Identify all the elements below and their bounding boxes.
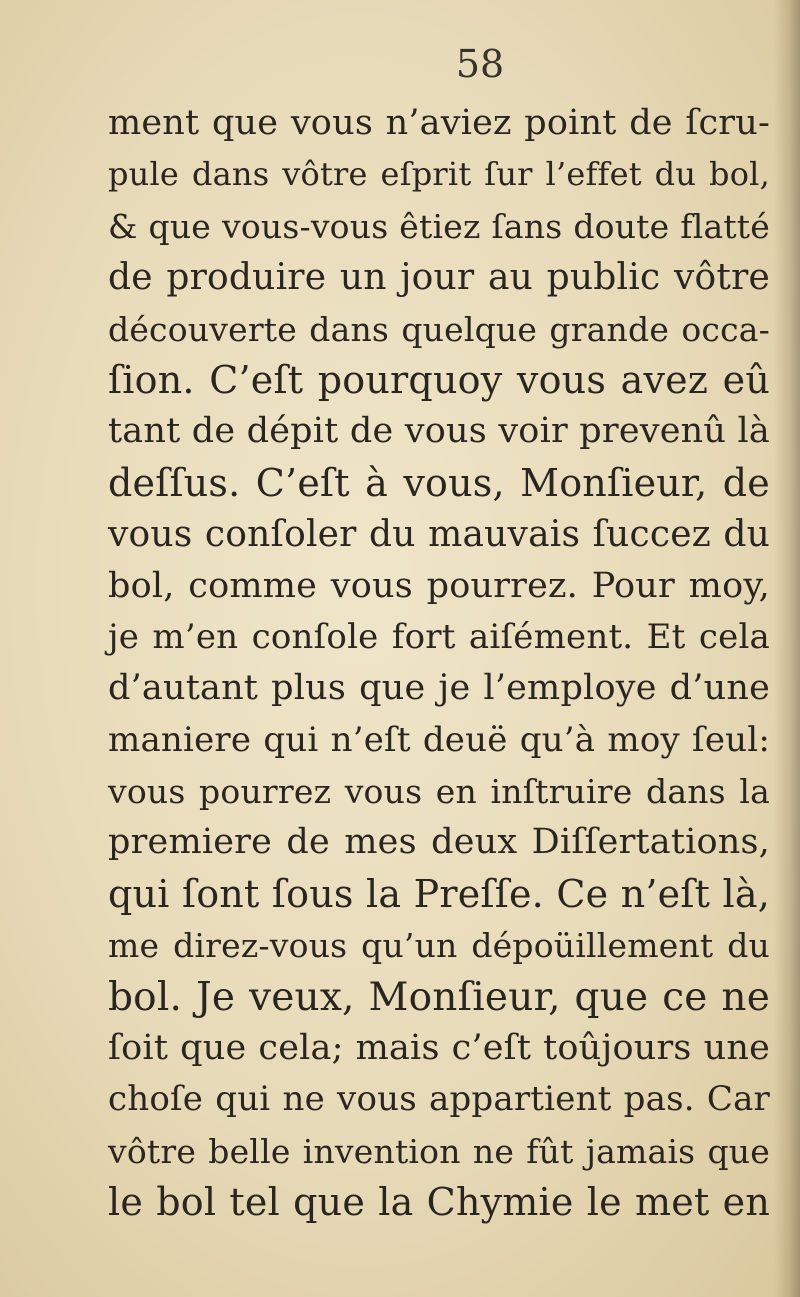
text-line-2: pule dans vôtre eſprit ſur l’effet du bol, <box>108 155 770 194</box>
text-line-18: bol. Je veux, Monſieur, que ce ne <box>108 974 770 1020</box>
text-line-11: je m’en conſole fort aiſément. Et cela <box>108 616 770 657</box>
text-line-17: me direz-vous qu’un dépoüillement du <box>108 926 770 966</box>
text-line-12: d’autant plus que je l’employe d’une <box>108 668 770 709</box>
text-line-22: le bol tel que la Chymie le met en <box>108 1180 770 1225</box>
text-line-20: choſe qui ne vous appartient pas. Car <box>108 1079 770 1120</box>
text-line-5: découverte dans quelque grande occa- <box>108 309 770 349</box>
text-line-13: maniere qui n’eſt deuë qu’à moy ſeul: <box>108 719 770 760</box>
text-line-4: de produire un jour au public vôtre <box>108 257 770 299</box>
body-text <box>108 98 770 1229</box>
text-line-6: ſion. C’eſt pourquoy vous avez eû <box>108 357 770 402</box>
text-line-21: vôtre belle invention ne fût jamais que <box>108 1131 770 1171</box>
text-line-3: & que vous-vous êtiez ſans doute flatté <box>108 206 770 246</box>
text-line-10: bol, comme vous pourrez. Pour moy, <box>108 565 770 606</box>
text-line-16: qui ſont ſous la Preſſe. Ce n’eſt là, <box>108 871 770 916</box>
text-line-1: ment que vous n’aviez point de ſcru- <box>108 103 770 143</box>
page-edge-shadow <box>774 0 800 1297</box>
text-line-14: vous pourrez vous en inſtruire dans la <box>108 772 770 812</box>
text-line-8: deſſus. C’eſt à vous, Monſieur, de <box>108 460 770 505</box>
page-number: 58 <box>455 42 505 86</box>
text-line-9: vous conſoler du mauvais ſuccez du <box>108 514 770 556</box>
text-line-7: tant de dépit de vous voir prevenû là <box>108 411 770 452</box>
text-line-19: ſoit que cela; mais c’eſt toûjours une <box>108 1028 770 1069</box>
text-line-15: premiere de mes deux Diſſertations, <box>108 822 770 863</box>
